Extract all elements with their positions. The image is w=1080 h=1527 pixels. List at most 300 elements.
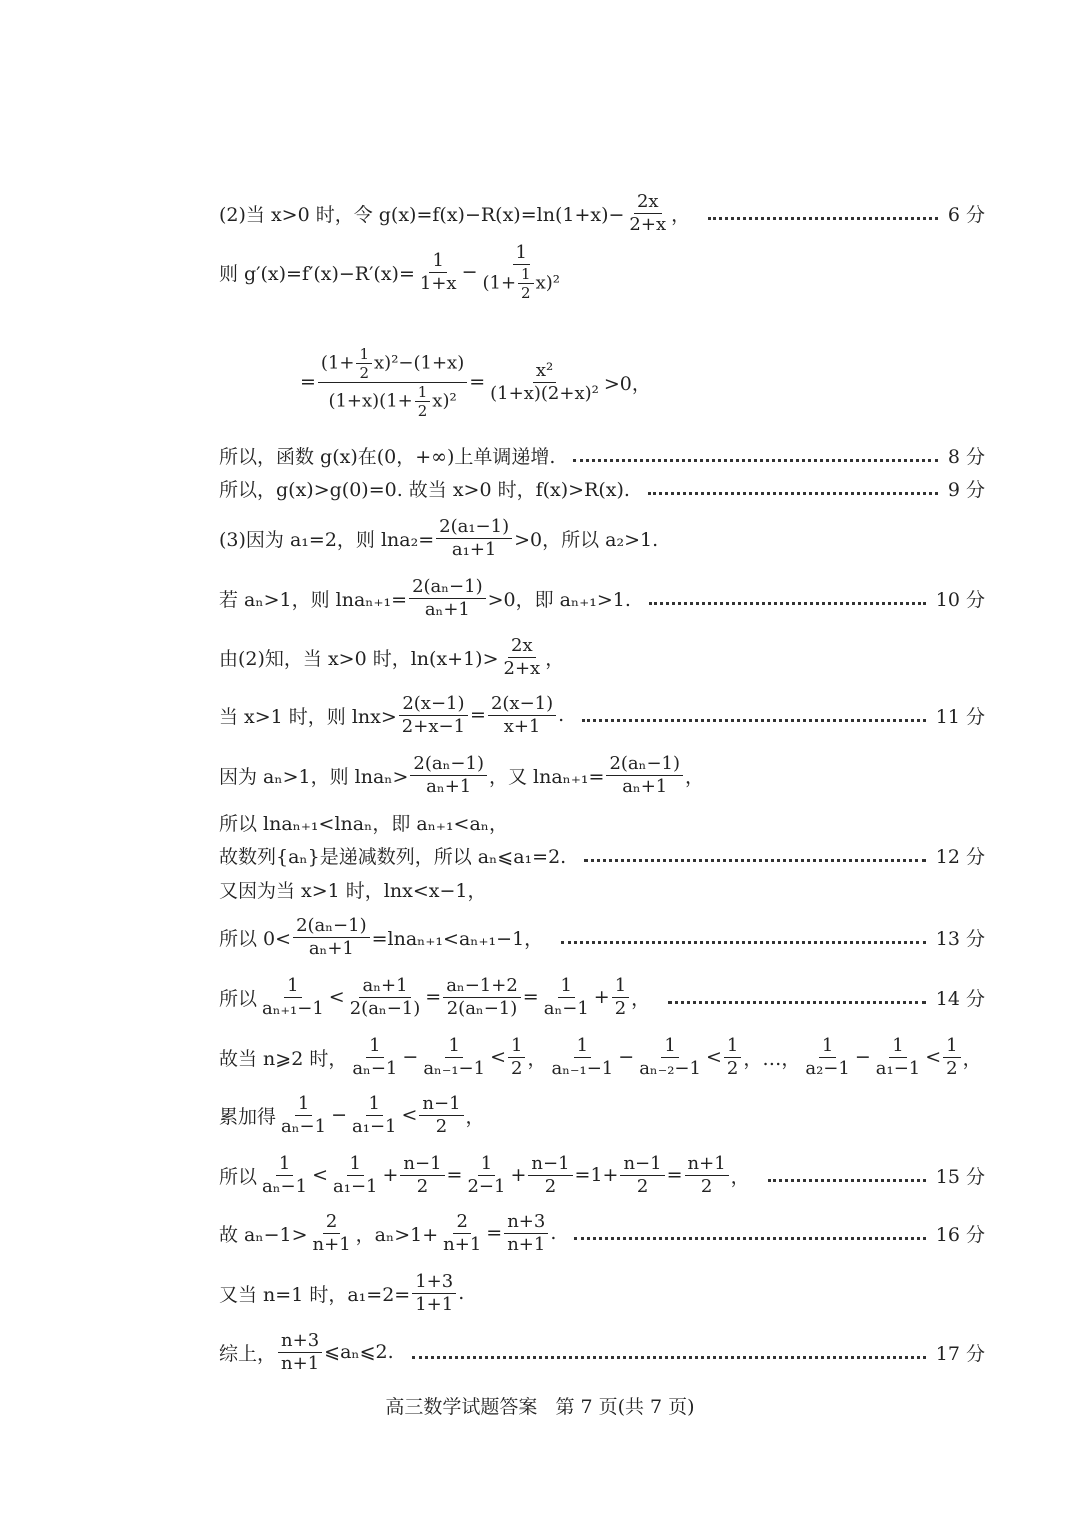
math-text: 2x (636, 190, 659, 212)
math-text: = (470, 704, 486, 726)
math-text: 1+x (419, 272, 457, 294)
score-label: 17 分 (935, 1342, 985, 1365)
math-text: 2 (636, 1175, 649, 1197)
math-text: 若 aₙ>1，则 lnaₙ₊₁= (219, 588, 408, 611)
fraction (356, 345, 372, 382)
fraction (479, 242, 563, 302)
math-text: n+1 (443, 1233, 482, 1255)
fraction-numerator (445, 1035, 462, 1058)
fraction-denominator (415, 402, 431, 420)
math-text: < (401, 1104, 418, 1126)
fraction (278, 1330, 322, 1374)
math-text: n−1 (422, 1092, 461, 1114)
answer-line (219, 183, 985, 243)
fraction-denominator (310, 1234, 354, 1256)
fraction-numerator (278, 1330, 322, 1353)
fraction-numerator (513, 242, 530, 265)
fraction-numerator (359, 975, 410, 998)
math-text: a₂−1 (805, 1057, 850, 1079)
math-text: (1+ (482, 272, 517, 294)
line-expression (219, 693, 564, 737)
math-text: (3)因为 a₁=2，则 lna₂= (219, 528, 435, 551)
fraction-numerator (410, 753, 487, 776)
math-text: >0，所以 a₂>1. (514, 528, 659, 551)
fraction-denominator (449, 539, 499, 561)
answer-line (219, 967, 985, 1027)
score-label: 15 分 (935, 1165, 985, 1188)
math-text: < (490, 1046, 507, 1068)
fraction-numerator (415, 383, 431, 402)
fraction (399, 693, 468, 737)
fraction (541, 975, 592, 1019)
math-text: 2(x−1) (402, 692, 465, 714)
math-text: 1 (821, 1034, 834, 1056)
fraction-numerator (347, 1153, 364, 1176)
math-text: 2−1 (467, 1175, 506, 1197)
fraction-denominator (356, 364, 372, 382)
math-text: 2 (521, 283, 531, 302)
fraction-numerator (724, 1035, 741, 1058)
math-text: ， (962, 1047, 982, 1070)
fraction-numerator (634, 191, 662, 214)
fraction-denominator (422, 599, 473, 621)
fraction-denominator (347, 998, 424, 1020)
math-text: 1 (417, 382, 428, 401)
fraction (724, 1035, 741, 1079)
fraction-denominator (399, 716, 468, 738)
math-text: ， (730, 1165, 750, 1188)
math-text: a₁+1 (451, 538, 497, 560)
fraction (626, 191, 669, 235)
fraction (419, 1093, 463, 1137)
math-text: + (510, 1164, 527, 1186)
fraction-numerator (508, 635, 536, 658)
fraction (409, 576, 486, 620)
fraction (802, 1035, 852, 1079)
line-expression (219, 1093, 485, 1137)
math-text: 2 (544, 1175, 557, 1197)
fraction-numerator (943, 1035, 960, 1058)
fraction-denominator (464, 1176, 508, 1198)
answer-line (219, 627, 985, 687)
answer-line (219, 1085, 985, 1145)
fraction-denominator (612, 998, 629, 1020)
score-label: 12 分 (935, 845, 985, 868)
answer-line (219, 1203, 985, 1263)
fraction-denominator (417, 273, 460, 295)
math-text: aₙ₋₁−1 (551, 1057, 614, 1079)
answer-line (219, 242, 985, 302)
math-text: < (705, 1046, 722, 1068)
math-text: aₙ−1 (352, 1057, 398, 1079)
fraction-numerator (558, 975, 575, 998)
math-text: a₁−1 (333, 1175, 378, 1197)
math-text: 1 (515, 242, 527, 264)
fraction (504, 1211, 548, 1255)
math-text: < (312, 1164, 328, 1186)
math-text: 1+1 (415, 1293, 454, 1315)
math-text: 故当 n⩾2 时， (219, 1047, 348, 1070)
math-text: ， (685, 765, 705, 788)
math-text: >0， (603, 372, 651, 395)
fraction-denominator (479, 265, 563, 302)
fraction-numerator (819, 1035, 836, 1058)
fraction (612, 975, 629, 1019)
line-expression (219, 1035, 982, 1079)
math-text: 因为 aₙ>1，则 lnaₙ> (219, 765, 409, 788)
math-text: 1 (576, 1034, 589, 1056)
fraction-denominator (501, 658, 544, 680)
fraction-numerator (295, 1093, 312, 1116)
line-expression (219, 1211, 556, 1255)
line-expression (219, 635, 564, 679)
fraction (293, 915, 370, 959)
dot-leader (668, 1001, 926, 1004)
line-expression (219, 242, 565, 302)
math-text: aₙ₊₁−1 (262, 997, 324, 1019)
math-text: 所以 0< (219, 927, 292, 950)
math-text: ， (465, 1105, 485, 1128)
answer-line (219, 508, 985, 568)
math-text: 2 (435, 1115, 448, 1137)
fraction-numerator (429, 250, 446, 273)
math-text: n−1 (531, 1152, 570, 1174)
fraction (417, 250, 460, 294)
math-text: ，…， (743, 1047, 801, 1070)
math-text: x+1 (503, 715, 541, 737)
fraction-denominator (626, 214, 669, 236)
math-text: 1 (359, 344, 370, 363)
fraction (318, 345, 467, 420)
math-text: x)²−(1+x) (374, 352, 465, 373)
math-text: 2x (511, 634, 533, 656)
math-text: 2(a₁−1) (439, 515, 510, 537)
math-text: = (522, 986, 539, 1008)
math-text: − (854, 1046, 871, 1068)
math-text: 2(x−1) (490, 692, 554, 714)
fraction-numerator (293, 915, 370, 938)
math-text: =lnaₙ₊₁<aₙ₊₁−1， (371, 927, 544, 950)
dot-leader (708, 217, 938, 220)
fraction-denominator (349, 1116, 399, 1138)
math-text: aₙ+1 (362, 974, 408, 996)
fraction-numerator (508, 1035, 525, 1058)
fraction-denominator (501, 716, 544, 738)
dot-leader (582, 719, 926, 722)
math-text: 1 (946, 1034, 958, 1056)
fraction-denominator (414, 1176, 431, 1198)
math-text: ⩽aₙ⩽2. (324, 1341, 394, 1363)
math-text: 1+3 (415, 1270, 454, 1292)
fraction (487, 360, 602, 404)
line-expression (219, 475, 630, 502)
math-text: aₙ₋₁−1 (423, 1057, 486, 1079)
fraction (501, 635, 544, 679)
math-text: ， (631, 987, 651, 1010)
fraction-numerator (504, 1211, 548, 1234)
fraction-denominator (802, 1058, 852, 1080)
math-text: n+1 (507, 1233, 546, 1255)
math-text: aₙ+1 (426, 775, 472, 797)
line-expression (219, 1153, 750, 1197)
fraction-denominator (724, 1058, 741, 1080)
math-text: < (925, 1046, 942, 1068)
line-expression (219, 975, 650, 1019)
math-text: 1 (278, 1152, 291, 1174)
math-text: >0，即 aₙ₊₁>1. (487, 588, 631, 611)
line-expression (219, 1271, 464, 1315)
fraction-denominator (306, 938, 357, 960)
math-text: . (550, 1222, 557, 1244)
fraction-numerator (356, 345, 372, 364)
math-text: ，aₙ>1+ (355, 1223, 439, 1246)
fraction-denominator (278, 1353, 322, 1375)
fraction (943, 1035, 960, 1079)
fraction-numerator (488, 693, 556, 716)
fraction-numerator (412, 1271, 456, 1294)
math-text: 1 (726, 1034, 739, 1056)
math-text: 2 (700, 1175, 713, 1197)
answer-line (219, 907, 985, 967)
math-text: 综上， (219, 1342, 277, 1365)
math-text: 2 (456, 1210, 468, 1232)
score-label: 14 分 (935, 987, 985, 1010)
line-expression (219, 753, 704, 797)
dot-leader (561, 941, 926, 944)
fraction (259, 1153, 310, 1197)
math-text: 2+x−1 (401, 715, 466, 737)
math-text: 2 (726, 1057, 739, 1079)
fraction-numerator (685, 1153, 729, 1176)
answer-line (219, 685, 985, 745)
dot-leader (574, 1237, 925, 1240)
fraction-denominator (330, 1176, 380, 1198)
math-text: 1 (432, 249, 444, 271)
fraction-denominator (349, 1058, 400, 1080)
math-text: − (461, 261, 478, 283)
fraction-denominator (444, 998, 521, 1020)
math-text: 2 (417, 401, 428, 420)
math-text: 2+x (629, 213, 667, 235)
answer-line (219, 1145, 985, 1205)
math-text: 1 (349, 1152, 361, 1174)
math-text: 又因为当 x>1 时，lnx<x−1， (219, 879, 487, 902)
fraction (548, 1035, 616, 1079)
math-text: aₙ₋₂−1 (639, 1057, 701, 1079)
math-text: aₙ+1 (308, 937, 354, 959)
dot-leader (768, 1179, 926, 1182)
dot-leader (649, 602, 926, 605)
math-text: 1 (287, 974, 299, 996)
score-label: 6 分 (947, 203, 985, 226)
fraction-denominator (636, 1058, 704, 1080)
fraction-denominator (634, 1176, 651, 1198)
math-text: aₙ−1+2 (446, 974, 518, 996)
score-label: 11 分 (935, 705, 985, 728)
fraction-numerator (318, 345, 467, 383)
fraction (636, 1035, 704, 1079)
math-text: x)² (535, 272, 560, 294)
fraction-denominator (325, 383, 459, 420)
math-text: = (486, 1222, 503, 1244)
fraction (410, 753, 487, 797)
fraction-denominator (412, 1294, 456, 1316)
fraction-numerator (518, 265, 534, 284)
fraction (620, 1153, 664, 1197)
math-text: 1 (480, 1152, 493, 1174)
math-text: aₙ−1 (543, 997, 589, 1019)
line-expression (219, 516, 658, 560)
fraction-numerator (612, 975, 629, 998)
fraction-denominator (259, 998, 327, 1020)
math-text: aₙ−1 (281, 1115, 327, 1137)
fraction-numerator (453, 1211, 470, 1234)
fraction (508, 1035, 525, 1079)
math-text: n+3 (507, 1210, 546, 1232)
math-text: n+1 (312, 1233, 351, 1255)
fraction-denominator (440, 1234, 484, 1256)
fraction-denominator (541, 998, 592, 1020)
math-text: 2 (946, 1057, 958, 1079)
math-text: n+1 (281, 1352, 320, 1374)
math-text: − (331, 1104, 347, 1126)
fraction-numerator (419, 1093, 463, 1116)
fraction (415, 383, 431, 420)
fraction-numerator (574, 1035, 591, 1058)
fraction-denominator (259, 1176, 310, 1198)
fraction-numerator (528, 1153, 572, 1176)
math-text: x² (535, 359, 554, 381)
math-text: n−1 (403, 1152, 442, 1174)
math-text: x)² (432, 390, 457, 411)
fraction-denominator (508, 1058, 525, 1080)
math-text: n+1 (687, 1152, 726, 1174)
fraction (278, 1093, 329, 1137)
fraction-numerator (276, 1153, 293, 1176)
fraction-numerator (620, 1153, 664, 1176)
math-text: = (446, 1164, 463, 1186)
footer-page-number: 第 7 页(共 7 页) (555, 1396, 695, 1418)
math-text: a₁−1 (352, 1115, 397, 1137)
math-text: (1+ (320, 352, 355, 373)
fraction (518, 265, 534, 302)
fraction-numerator (606, 753, 683, 776)
fraction (873, 1035, 923, 1079)
math-text: 2(aₙ−1) (413, 752, 484, 774)
math-text: 故 aₙ−1> (219, 1223, 308, 1246)
math-text: 所以 lnaₙ₊₁<lnaₙ，即 aₙ₊₁<aₙ， (219, 812, 509, 835)
fraction (685, 1153, 729, 1197)
math-text: ， (671, 203, 691, 226)
math-text: 则 g′(x)=f′(x)−R′(x)= (219, 262, 415, 285)
math-text: 所以 (219, 987, 258, 1010)
fraction-numerator (661, 1035, 678, 1058)
fraction-denominator (487, 383, 602, 405)
answer-line (219, 568, 985, 628)
math-text: 1 (664, 1034, 676, 1056)
math-text: (1+x)(2+x)² (490, 382, 599, 404)
math-text: n−1 (623, 1152, 662, 1174)
fraction-numerator (533, 360, 556, 383)
math-text: = (425, 986, 442, 1008)
math-text: 2(aₙ−1) (296, 914, 367, 936)
math-text: 2 (511, 1057, 523, 1079)
answer-line (300, 344, 985, 420)
math-text: 所以，函数 g(x)在(0，+∞)上单调递增. (219, 445, 556, 468)
fraction (310, 1211, 354, 1255)
math-text: 所以，g(x)>g(0)=0. 故当 x>0 时，f(x)>R(x). (219, 478, 630, 501)
math-text: 1 (521, 264, 531, 283)
fraction (528, 1153, 572, 1197)
math-text: 2 (325, 1210, 338, 1232)
fraction-numerator (399, 693, 467, 716)
math-text: = (666, 1164, 683, 1186)
math-text: 1 (614, 974, 627, 996)
fraction-numerator (436, 516, 512, 539)
line-expression (219, 576, 631, 620)
fraction (259, 975, 327, 1019)
line-expression (219, 191, 690, 235)
math-text: + (382, 1164, 399, 1186)
fraction-denominator (548, 1058, 616, 1080)
fraction (349, 1035, 400, 1079)
fraction (606, 753, 683, 797)
math-text: ，又 lnaₙ₊₁= (488, 765, 605, 788)
fraction-denominator (504, 1234, 548, 1256)
math-text: 所以 (219, 1165, 258, 1188)
dot-leader (412, 1356, 926, 1359)
fraction (436, 516, 512, 560)
math-text: 2(aₙ−1) (412, 575, 483, 597)
fraction-denominator (542, 1176, 559, 1198)
math-text: 1 (560, 974, 572, 996)
line-expression (300, 345, 651, 420)
math-text: 1 (511, 1034, 523, 1056)
fraction-denominator (420, 1058, 488, 1080)
fraction-numerator (443, 975, 521, 998)
answer-line (219, 1263, 985, 1323)
fraction (412, 1271, 456, 1315)
fraction-numerator (366, 1093, 383, 1116)
fraction-numerator (366, 1035, 383, 1058)
math-text: aₙ+1 (622, 775, 668, 797)
math-text: < (328, 986, 345, 1008)
fraction-numerator (889, 1035, 906, 1058)
math-text: 当 x>1 时，则 lnx> (219, 705, 397, 728)
math-text: = (300, 371, 316, 393)
fraction (420, 1035, 488, 1079)
math-text: a₁−1 (875, 1057, 921, 1079)
math-text: ， (527, 1047, 547, 1070)
math-text: (2)当 x>0 时，令 g(x)=f(x)−R(x)=ln(1+x)− (219, 203, 625, 226)
fraction (347, 975, 424, 1019)
fraction-denominator (698, 1176, 715, 1198)
score-label: 9 分 (947, 478, 985, 501)
math-text: . (558, 704, 565, 726)
fraction-denominator (278, 1116, 329, 1138)
fraction-denominator (943, 1058, 960, 1080)
fraction-numerator (478, 1153, 495, 1176)
fraction-numerator (284, 975, 301, 998)
fraction (443, 975, 521, 1019)
fraction (464, 1153, 508, 1197)
fraction (400, 1153, 444, 1197)
math-text: 1 (448, 1034, 460, 1056)
math-text: − (402, 1046, 419, 1068)
page-footer (0, 1392, 1080, 1419)
fraction-denominator (873, 1058, 923, 1080)
answer-line (219, 1027, 985, 1087)
